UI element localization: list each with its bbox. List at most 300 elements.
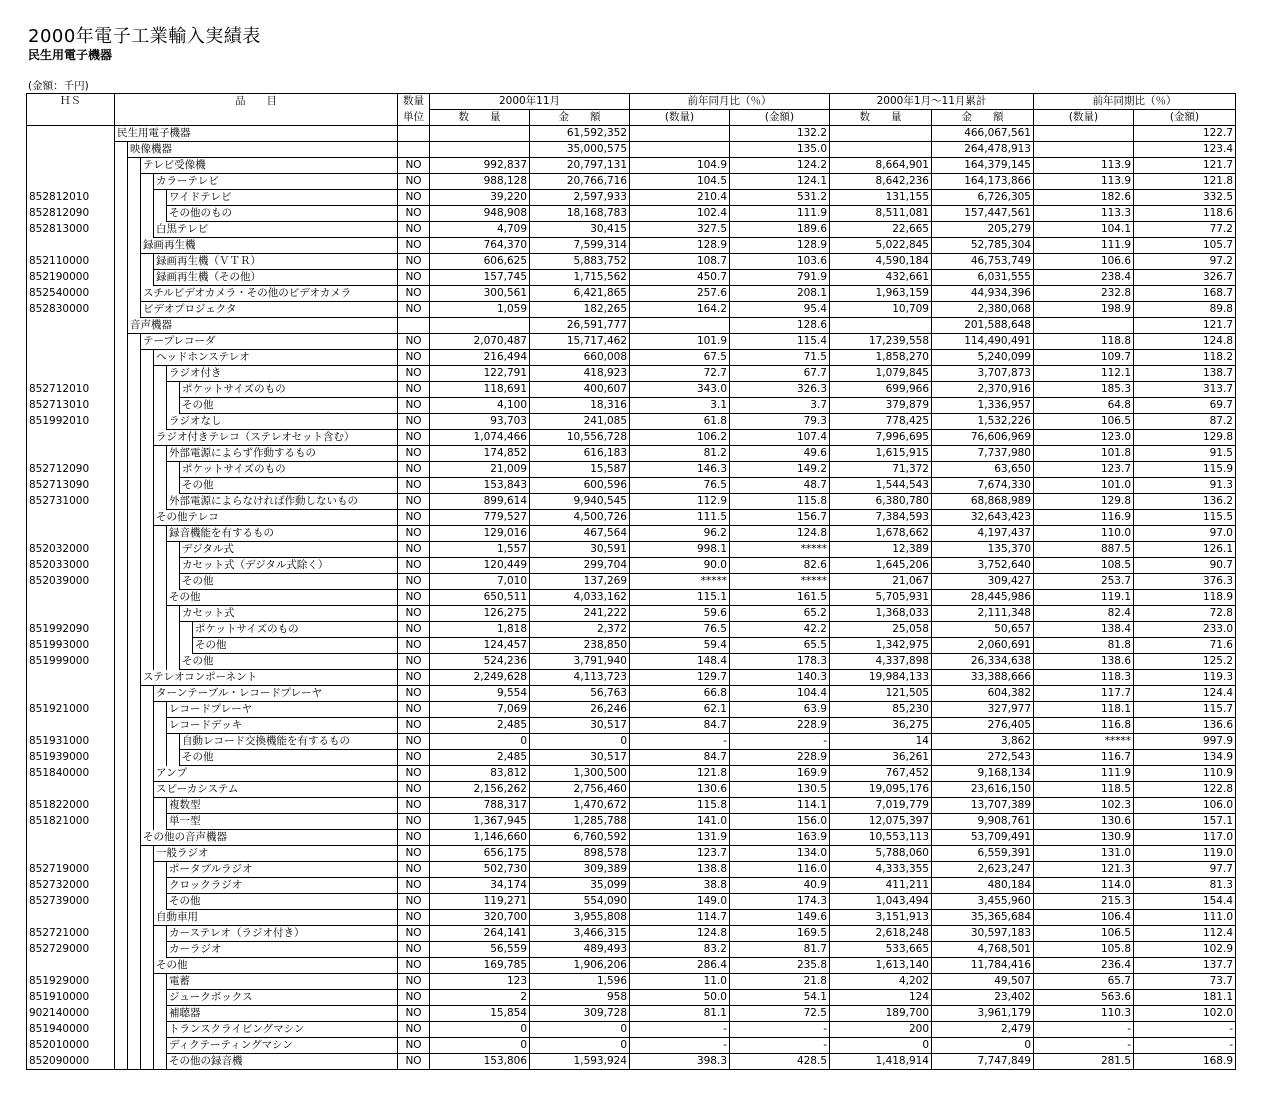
item-name: テープレコーダ [141,334,398,350]
cell-cum-qty: 1,678,662 [830,526,932,542]
cell-yoy-period-qty: 102.3 [1034,798,1134,814]
cell-yoy-amount: 67.7 [730,366,830,382]
indent-guide [141,878,154,894]
indent-guide [128,750,141,766]
table-row [27,942,1236,958]
cell-amount: 20,797,131 [530,158,630,174]
cell-qty: 788,317 [430,798,530,814]
hs-code: 852731000 [27,494,115,510]
table-row [27,798,1236,814]
cell-yoy-qty: - [630,1038,730,1054]
cell-cum-qty: 1,368,033 [830,606,932,622]
cell-yoy-period-qty: 116.7 [1034,750,1134,766]
cell-yoy-period-amount: 126.1 [1134,542,1236,558]
cell-cum-qty: 4,202 [830,974,932,990]
indent-guide [115,942,128,958]
cell-unit: NO [398,734,430,750]
cell-yoy-amount: 107.4 [730,430,830,446]
cell-unit: NO [398,334,430,350]
cell-amount: 137,269 [530,574,630,590]
cell-amount: 241,222 [530,606,630,622]
cell-amount: 30,415 [530,222,630,238]
cell-yoy-amount: 111.9 [730,206,830,222]
cell-qty: 264,141 [430,926,530,942]
cell-yoy-period-qty: - [1034,1022,1134,1038]
indent-guide [141,462,154,478]
cell-yoy-amount: 326.3 [730,382,830,398]
cell-yoy-qty: 81.2 [630,446,730,462]
item-name: ラジオなし [167,414,398,430]
cell-cum-amount: 157,447,561 [932,206,1034,222]
table-row [27,238,1236,254]
cell-unit: NO [398,222,430,238]
cell-cum-qty: 6,380,780 [830,494,932,510]
indent-guide [141,414,154,430]
hs-code: 852713090 [27,478,115,494]
hs-code: 851921000 [27,702,115,718]
indent-guide [115,414,128,430]
indent-guide [154,366,167,382]
cell-cum-amount: 76,606,969 [932,430,1034,446]
table-row [27,622,1236,638]
cell-yoy-amount: 140.3 [730,670,830,686]
cell-amount: 5,883,752 [530,254,630,270]
cell-yoy-period-qty: 232.8 [1034,286,1134,302]
cell-unit: NO [398,494,430,510]
cell-qty: 157,745 [430,270,530,286]
cell-cum-qty: 1,043,494 [830,894,932,910]
cell-cum-amount: 6,031,555 [932,270,1034,286]
cell-cum-amount: 2,060,691 [932,638,1034,654]
indent-guide [141,718,154,734]
item-name: 音声機器 [128,318,398,334]
cell-yoy-period-qty: 112.1 [1034,366,1134,382]
indent-guide [115,654,128,670]
header-month: 2000年11月 [430,94,630,110]
indent-guide [141,654,154,670]
cell-amount: 2,372 [530,622,630,638]
cell-yoy-amount: 128.9 [730,238,830,254]
cell-yoy-period-amount: 97.0 [1134,526,1236,542]
cell-yoy-period-qty: 123.7 [1034,462,1134,478]
cell-yoy-period-qty: 236.4 [1034,958,1134,974]
cell-unit: NO [398,926,430,942]
cell-amount: 238,850 [530,638,630,654]
table-row [27,734,1236,750]
hs-code [27,958,115,974]
indent-guide [154,446,167,462]
cell-yoy-period-amount: 121.7 [1134,318,1236,334]
indent-guide [128,830,141,846]
cell-amount: 418,923 [530,366,630,382]
cell-unit: NO [398,510,430,526]
indent-guide [141,590,154,606]
indent-guide [128,574,141,590]
cell-amount: 30,517 [530,718,630,734]
cell-amount: 1,470,672 [530,798,630,814]
indent-guide [115,542,128,558]
indent-guide [128,430,141,446]
cell-qty: 39,220 [430,190,530,206]
cell-amount: 3,955,808 [530,910,630,926]
cell-cum-amount: 0 [932,1038,1034,1054]
cell-qty: 118,691 [430,382,530,398]
cell-cum-qty: 12,389 [830,542,932,558]
indent-guide [115,398,128,414]
cell-yoy-period-qty: 116.8 [1034,718,1134,734]
table-row [27,846,1236,862]
hs-code [27,142,115,158]
cell-yoy-period-amount: 118.9 [1134,590,1236,606]
cell-yoy-amount: 65.2 [730,606,830,622]
cell-qty: 122,791 [430,366,530,382]
hs-code: 851840000 [27,766,115,782]
indent-guide [115,334,128,350]
cell-qty: 0 [430,734,530,750]
item-name: 映像機器 [128,142,398,158]
indent-guide [141,638,154,654]
cell-cum-qty: 2,618,248 [830,926,932,942]
indent-guide [128,686,141,702]
cell-qty: 83,812 [430,766,530,782]
indent-guide [115,590,128,606]
cell-yoy-amount: ***** [730,542,830,558]
cell-yoy-qty: 101.9 [630,334,730,350]
cell-cum-amount: 2,111,348 [932,606,1034,622]
cell-cum-qty: 189,700 [830,1006,932,1022]
cell-yoy-qty: 115.1 [630,590,730,606]
cell-yoy-period-amount: 168.9 [1134,1054,1236,1070]
hs-code [27,174,115,190]
item-name: レコードデッキ [167,718,398,734]
cell-yoy-amount: 21.8 [730,974,830,990]
cell-yoy-amount: 531.2 [730,190,830,206]
indent-guide [154,414,167,430]
cell-yoy-period-amount: 118.6 [1134,206,1236,222]
cell-cum-qty: 778,425 [830,414,932,430]
indent-guide [141,782,154,798]
cell-yoy-qty: 72.7 [630,366,730,382]
indent-guide [141,190,154,206]
cell-cum-amount: 276,405 [932,718,1034,734]
header-yoy-month-qty: (数量) [630,110,730,126]
cell-unit: NO [398,462,430,478]
hs-code: 851931000 [27,734,115,750]
cell-unit: NO [398,190,430,206]
cell-yoy-period-amount: 157.1 [1134,814,1236,830]
cell-unit: NO [398,814,430,830]
indent-guide [167,734,180,750]
cell-yoy-qty: 11.0 [630,974,730,990]
item-name: 外部電源によらなければ作動しないもの [167,494,398,510]
indent-guide [141,542,154,558]
cell-yoy-period-qty: 104.1 [1034,222,1134,238]
cell-yoy-amount: 95.4 [730,302,830,318]
indent-guide [115,862,128,878]
cell-cum-amount: 272,543 [932,750,1034,766]
indent-guide [141,494,154,510]
item-name: ターンテーブル・レコードプレーヤ [154,686,398,702]
cell-yoy-period-qty: 111.9 [1034,238,1134,254]
cell-unit: NO [398,366,430,382]
indent-guide [128,510,141,526]
cell-unit: NO [398,750,430,766]
cell-unit: NO [398,974,430,990]
table-row [27,670,1236,686]
cell-yoy-period-amount: 154.4 [1134,894,1236,910]
indent-guide [128,558,141,574]
cell-yoy-qty: 131.9 [630,830,730,846]
indent-guide [154,574,167,590]
indent-guide [141,478,154,494]
indent-guide [154,750,167,766]
item-name: その他 [180,750,398,766]
hs-code [27,318,115,334]
hs-code [27,446,115,462]
indent-guide [141,606,154,622]
cell-qty: 1,074,466 [430,430,530,446]
cell-cum-qty: 4,333,355 [830,862,932,878]
cell-qty: 4,709 [430,222,530,238]
indent-guide [115,990,128,1006]
hs-code: 852033000 [27,558,115,574]
cell-yoy-qty: 123.7 [630,846,730,862]
cell-yoy-period-qty: 105.8 [1034,942,1134,958]
cell-yoy-period-amount: 134.9 [1134,750,1236,766]
cell-yoy-qty: 66.8 [630,686,730,702]
cell-yoy-period-amount: 121.8 [1134,174,1236,190]
hs-code: 851910000 [27,990,115,1006]
indent-guide [115,558,128,574]
header-yoy-period-qty: (数量) [1034,110,1134,126]
cell-cum-amount: 264,478,913 [932,142,1034,158]
cell-unit: NO [398,478,430,494]
cell-cum-amount: 4,197,437 [932,526,1034,542]
header-row-1 [27,94,1236,110]
table-row [27,814,1236,830]
table-row [27,718,1236,734]
indent-guide [128,910,141,926]
cell-yoy-qty: 149.0 [630,894,730,910]
indent-guide [154,942,167,958]
indent-guide [141,174,154,190]
cell-cum-qty: 379,879 [830,398,932,414]
cell-yoy-amount: 115.8 [730,494,830,510]
indent-guide [115,670,128,686]
cell-qty: 2,485 [430,718,530,734]
indent-guide [141,254,154,270]
cell-yoy-period-amount: 97.7 [1134,862,1236,878]
hs-code: 851992010 [27,414,115,430]
import-table [26,93,1236,1070]
cell-yoy-amount: 128.6 [730,318,830,334]
hs-code: 851929000 [27,974,115,990]
indent-guide [154,398,167,414]
item-name: 単一型 [167,814,398,830]
cell-qty: 524,236 [430,654,530,670]
cell-cum-amount: 3,862 [932,734,1034,750]
indent-guide [154,926,167,942]
cell-yoy-amount: 228.9 [730,718,830,734]
cell-yoy-period-qty: 117.7 [1034,686,1134,702]
item-name: テレビ受像機 [141,158,398,174]
indent-guide [128,782,141,798]
indent-guide [115,174,128,190]
cell-yoy-amount: 42.2 [730,622,830,638]
cell-yoy-qty: 286.4 [630,958,730,974]
cell-unit: NO [398,782,430,798]
indent-guide [128,190,141,206]
cell-yoy-amount: 228.9 [730,750,830,766]
cell-qty: 93,703 [430,414,530,430]
cell-amount: 18,316 [530,398,630,414]
cell-yoy-period-qty: 138.4 [1034,622,1134,638]
cell-qty: 1,367,945 [430,814,530,830]
cell-amount: 56,763 [530,686,630,702]
item-name: スピーカシステム [154,782,398,798]
cell-cum-amount: 2,370,916 [932,382,1034,398]
indent-guide [141,558,154,574]
indent-guide [141,510,154,526]
hs-code [27,510,115,526]
cell-qty: 169,785 [430,958,530,974]
indent-guide [115,238,128,254]
cell-yoy-period-qty: 138.6 [1034,654,1134,670]
cell-yoy-period-qty: 114.0 [1034,878,1134,894]
hs-code: 852190000 [27,270,115,286]
header-yoy-period-amt: (金額) [1134,110,1236,126]
cell-cum-qty: 25,058 [830,622,932,638]
cell-amount: 1,300,500 [530,766,630,782]
hs-code: 851993000 [27,638,115,654]
cell-qty: 9,554 [430,686,530,702]
indent-guide [115,350,128,366]
cell-yoy-period-qty: 110.3 [1034,1006,1134,1022]
cell-qty: 899,614 [430,494,530,510]
hs-code: 852713010 [27,398,115,414]
cell-unit: NO [398,574,430,590]
cell-cum-qty: 8,511,081 [830,206,932,222]
cell-cum-qty: 4,337,898 [830,654,932,670]
cell-amount: 600,596 [530,478,630,494]
cell-qty [430,318,530,334]
cell-yoy-period-amount: 102.9 [1134,942,1236,958]
cell-cum-qty: 533,665 [830,942,932,958]
cell-yoy-amount: 135.0 [730,142,830,158]
indent-guide [128,734,141,750]
item-name: ポケットサイズのもの [180,462,398,478]
cell-yoy-amount: 82.6 [730,558,830,574]
item-name: カセット式 [180,606,398,622]
cell-yoy-amount: 169.9 [730,766,830,782]
cell-yoy-period-amount: - [1134,1038,1236,1054]
cell-cum-amount: 3,707,873 [932,366,1034,382]
cell-yoy-qty: 998.1 [630,542,730,558]
cell-amount: 0 [530,1022,630,1038]
hs-code: 902140000 [27,1006,115,1022]
cell-cum-qty: 12,075,397 [830,814,932,830]
indent-guide [141,926,154,942]
cell-yoy-qty: 62.1 [630,702,730,718]
indent-guide [115,974,128,990]
indent-guide [128,942,141,958]
cell-unit: NO [398,942,430,958]
cell-yoy-amount: 63.9 [730,702,830,718]
cell-cum-amount: 1,532,226 [932,414,1034,430]
indent-guide [128,718,141,734]
indent-guide [141,526,154,542]
indent-guide [167,558,180,574]
header-hs: ＨＳ [27,94,115,110]
cell-yoy-period-amount: 123.4 [1134,142,1236,158]
cell-yoy-period-amount: 122.7 [1134,126,1236,142]
cell-yoy-period-amount: 122.8 [1134,782,1236,798]
table-row [27,766,1236,782]
indent-guide [115,606,128,622]
indent-guide [154,894,167,910]
item-name: その他 [180,574,398,590]
indent-guide [154,478,167,494]
table-row [27,510,1236,526]
cell-cum-amount: 33,388,666 [932,670,1034,686]
cell-qty: 123 [430,974,530,990]
cell-yoy-amount: 71.5 [730,350,830,366]
cell-yoy-qty: 81.1 [630,1006,730,1022]
cell-unit: NO [398,206,430,222]
cell-yoy-amount: - [730,734,830,750]
cell-yoy-period-qty: 118.5 [1034,782,1134,798]
header-yoy-period: 前年同期比（％） [1034,94,1236,110]
cell-yoy-period-qty: 116.9 [1034,510,1134,526]
cell-qty: 948,908 [430,206,530,222]
cell-amount: 26,246 [530,702,630,718]
cell-qty: 300,561 [430,286,530,302]
item-name: その他 [180,654,398,670]
cell-yoy-period-qty: 215.3 [1034,894,1134,910]
cell-yoy-qty: 108.7 [630,254,730,270]
item-name: 民生用電子機器 [115,126,398,142]
cell-yoy-qty: 114.7 [630,910,730,926]
cell-amount: 182,265 [530,302,630,318]
item-name: 外部電源によらず作動するもの [167,446,398,462]
cell-amount: 30,591 [530,542,630,558]
cell-unit: NO [398,414,430,430]
cell-yoy-amount: 81.7 [730,942,830,958]
cell-amount: 299,704 [530,558,630,574]
cell-yoy-period-qty: 109.7 [1034,350,1134,366]
cell-qty: 15,854 [430,1006,530,1022]
table-row [27,750,1236,766]
indent-guide [128,846,141,862]
indent-guide [141,1054,154,1070]
item-name: デジタル式 [180,542,398,558]
cell-yoy-qty: - [630,734,730,750]
cell-cum-amount: 4,768,501 [932,942,1034,958]
item-name: 録画再生機（ＶＴＲ） [154,254,398,270]
cell-cum-amount: 3,455,960 [932,894,1034,910]
indent-guide [128,622,141,638]
cell-qty: 2,249,628 [430,670,530,686]
indent-guide [115,366,128,382]
cell-qty: 779,527 [430,510,530,526]
cell-cum-qty: 7,019,779 [830,798,932,814]
indent-guide [154,814,167,830]
cell-amount: 467,564 [530,526,630,542]
cell-cum-amount: 164,173,866 [932,174,1034,190]
cell-amount: 554,090 [530,894,630,910]
item-name: ポケットサイズのもの [193,622,398,638]
cell-yoy-period-qty: 111.9 [1034,766,1134,782]
